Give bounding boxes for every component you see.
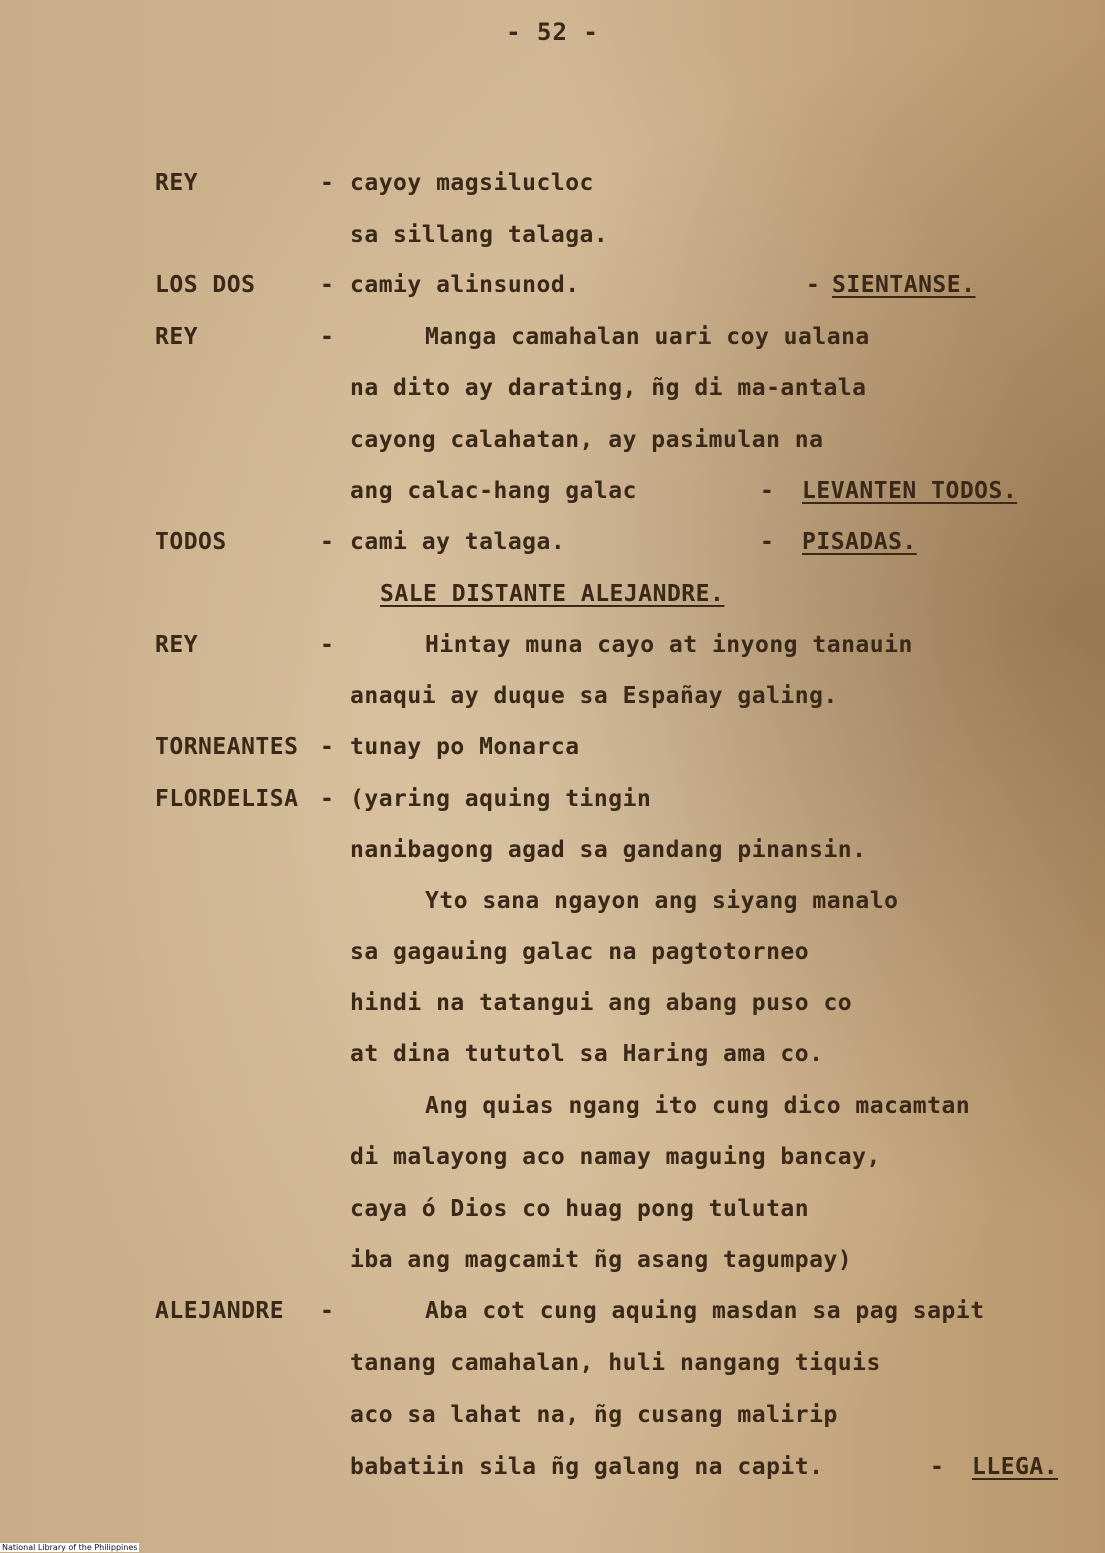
verse-line: aco sa lahat na, ñg cusang malirip <box>350 1402 838 1428</box>
verse-line: babatiin sila ñg galang na capit. <box>350 1454 824 1480</box>
verse-line: sa gagauing galac na pagtotorneo <box>350 939 810 965</box>
speaker-dash: - <box>320 632 335 658</box>
verse-line: at dina tututol sa Haring ama co. <box>350 1041 824 1067</box>
page-number: - 52 - <box>506 18 599 46</box>
speaker-dash: - <box>320 324 335 350</box>
verse-line: cayong calahatan, ay pasimulan na <box>350 427 824 453</box>
speaker-name: TODOS <box>155 529 227 555</box>
speaker-dash: - <box>320 1298 335 1324</box>
verse-line: Yto sana ngayon ang siyang manalo <box>425 888 899 914</box>
stage-direction: PISADAS. <box>802 529 917 555</box>
verse-line: na dito ay darating, ñg di ma-antala <box>350 375 867 401</box>
verse-line: cami ay talaga. <box>350 529 566 555</box>
speaker-name: REY <box>155 632 199 658</box>
verse-line: di malayong aco namay maguing bancay, <box>350 1144 881 1170</box>
stage-direction: SALE DISTANTE ALEJANDRE. <box>380 581 725 607</box>
speaker-dash: - <box>320 786 335 812</box>
speaker-name: REY <box>155 170 199 196</box>
verse-line: camiy alinsunod. <box>350 272 580 298</box>
stage-direction: SIENTANSE. <box>832 272 976 298</box>
speaker-dash: - <box>320 734 335 760</box>
stage-direction: LEVANTEN TODOS. <box>802 478 1018 504</box>
verse-line: tanang camahalan, huli nangang tiquis <box>350 1350 881 1376</box>
verse-line: Ang quias ngang ito cung dico macamtan <box>425 1093 971 1119</box>
verse-line: ang calac-hang galac <box>350 478 637 504</box>
direction-dash: - <box>930 1454 945 1480</box>
verse-line: Manga camahalan uari coy ualana <box>425 324 870 350</box>
speaker-name: FLORDELISA <box>155 786 299 812</box>
verse-line: hindi na tatangui ang abang puso co <box>350 990 853 1016</box>
direction-dash: - <box>806 272 821 298</box>
speaker-dash: - <box>320 272 335 298</box>
verse-line: tunay po Monarca <box>350 734 580 760</box>
direction-dash: - <box>760 478 775 504</box>
verse-line: Aba cot cung aquing masdan sa pag sapit <box>425 1298 985 1324</box>
verse-line: (yaring aquing tingin <box>350 786 652 812</box>
verse-line: nanibagong agad sa gandang pinansin. <box>350 837 867 863</box>
speaker-dash: - <box>320 170 335 196</box>
verse-line: sa sillang talaga. <box>350 222 609 248</box>
speaker-dash: - <box>320 529 335 555</box>
verse-line: anaqui ay duque sa Españay galing. <box>350 683 838 709</box>
library-credit: National Library of the Philippines <box>2 1543 138 1552</box>
verse-line: iba ang magcamit ñg asang tagumpay) <box>350 1247 853 1273</box>
speaker-name: REY <box>155 324 199 350</box>
speaker-name: LOS DOS <box>155 272 256 298</box>
verse-line: caya ó Dios co huag pong tulutan <box>350 1196 810 1222</box>
verse-line: Hintay muna cayo at inyong tanauin <box>425 632 913 658</box>
speaker-name: TORNEANTES <box>155 734 299 760</box>
direction-dash: - <box>760 529 775 555</box>
stage-direction: LLEGA. <box>972 1454 1059 1480</box>
verse-line: cayoy magsilucloc <box>350 170 594 196</box>
speaker-name: ALEJANDRE <box>155 1298 285 1324</box>
